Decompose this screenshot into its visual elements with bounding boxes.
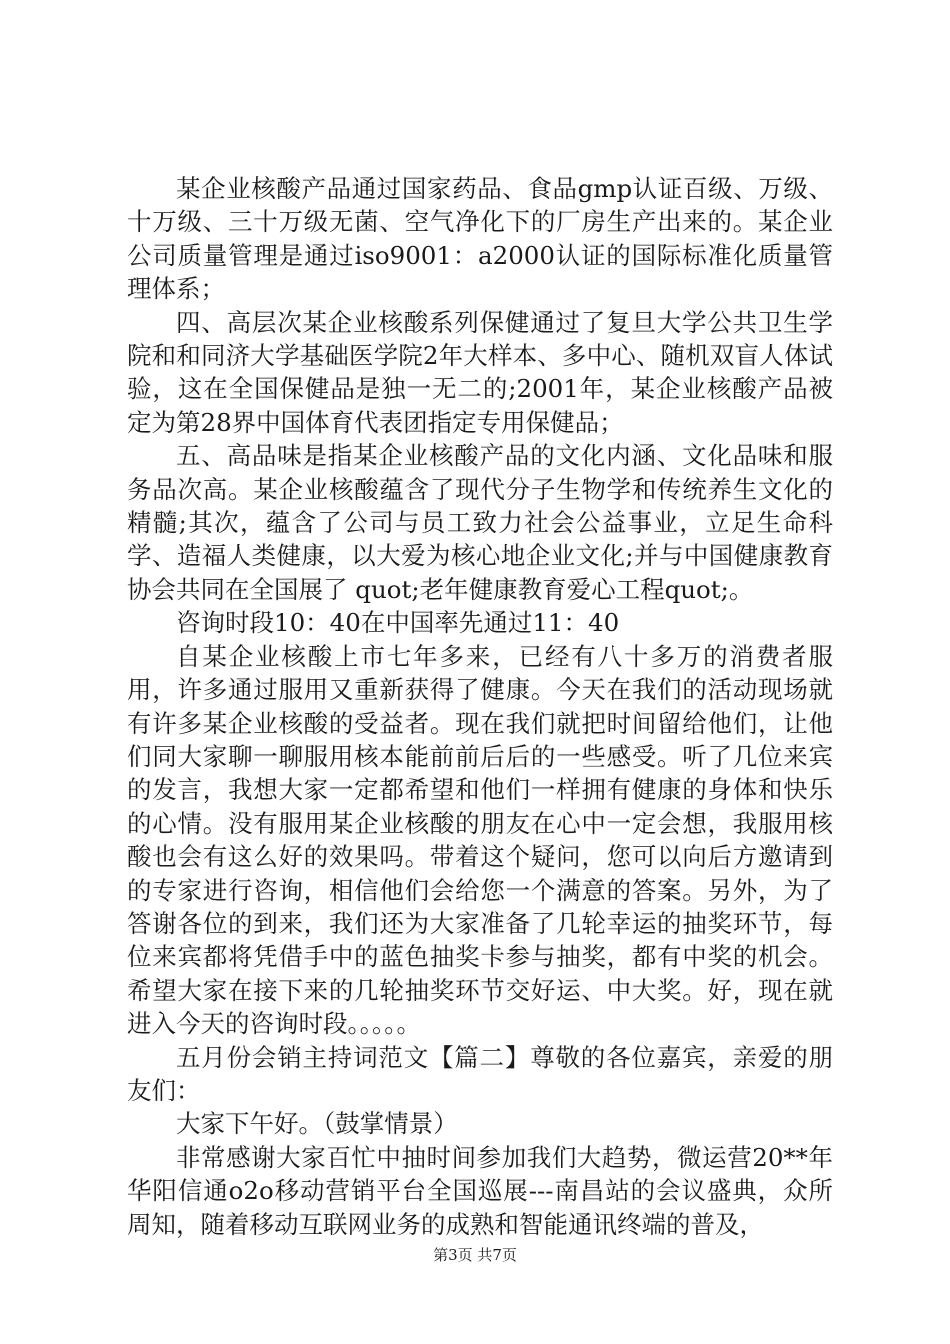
document-body	[127, 172, 833, 1241]
paragraph: 四、高层次某企业核酸系列保健通过了复旦大学公共卫生学院和和同济大学基础医学院2年大样本、多中心、随机双盲人体试验，这在全国保健品是独一无二的;2001年，某企业核酸产品被定为第28界中国体育代表团指定专用保健品；	[127, 307, 833, 437]
page-number-footer: 第3页 共7页	[433, 1246, 517, 1264]
paragraph: 五月份会销主持词范文【篇二】尊敬的各位嘉宾，亲爱的朋友们：	[127, 1042, 833, 1105]
paragraph: 某企业核酸产品通过国家药品、食品gmp认证百级、万级、十万级、三十万级无菌、空气净化下的厂房生产出来的。某企业公司质量管理是通过iso9001：a2000认证的国际标准化质量管理体系；	[127, 174, 833, 304]
paragraph: 自某企业核酸上市七年多来，已经有八十多万的消费者服用，许多通过服用又重新获得了健康。今天在我们的活动现场就有许多某企业核酸的受益者。现在我们就把时间留给他们，让他们同大家聊一聊服用核本能前前后后的一些感受。听了几位来宾的发言，我想大家一定都希望和他们一样拥有健康的身体和快乐的心情。没有服用某企业核酸的朋友在心中一定会想，我服用核酸也会有这么好的效果吗。带着这个疑问，您可以向后方邀请到的专家进行咨询，相信他们会给您一个满意的答案。另外，为了答谢各位的到来，我们还为大家准备了几轮幸运的抽奖环节，每位来宾都将凭借手中的蓝色抽奖卡参与抽奖，都有中奖的机会。希望大家在接下来的几轮抽奖环节交好运、中大奖。好，现在就进入今天的咨询时段。。。。。	[127, 641, 833, 1039]
paragraph: 五、高品味是指某企业核酸产品的文化内涵、文化品味和服务品次高。某企业核酸蕴含了现代分子生物学和传统养生文化的精髓;其次，蕴含了公司与员工致力社会公益事业，立足生命科学、造福人类健康，以大爱为核心地企业文化;并与中国健康教育协会共同在全国展了 quot;老年健康教育爱心工程quot;。	[127, 441, 833, 604]
paragraph: 非常感谢大家百忙中抽时间参加我们大趋势，微运营20**年华阳信通o2o移动营销平台全国巡展---南昌站的会议盛典，众所周知，随着移动互联网业务的成熟和智能通讯终端的普及，	[127, 1142, 833, 1239]
paragraph: 大家下午好。（鼓掌情景）	[176, 1109, 458, 1139]
paragraph: 咨询时段10：40在中国率先通过11：40	[176, 608, 620, 638]
